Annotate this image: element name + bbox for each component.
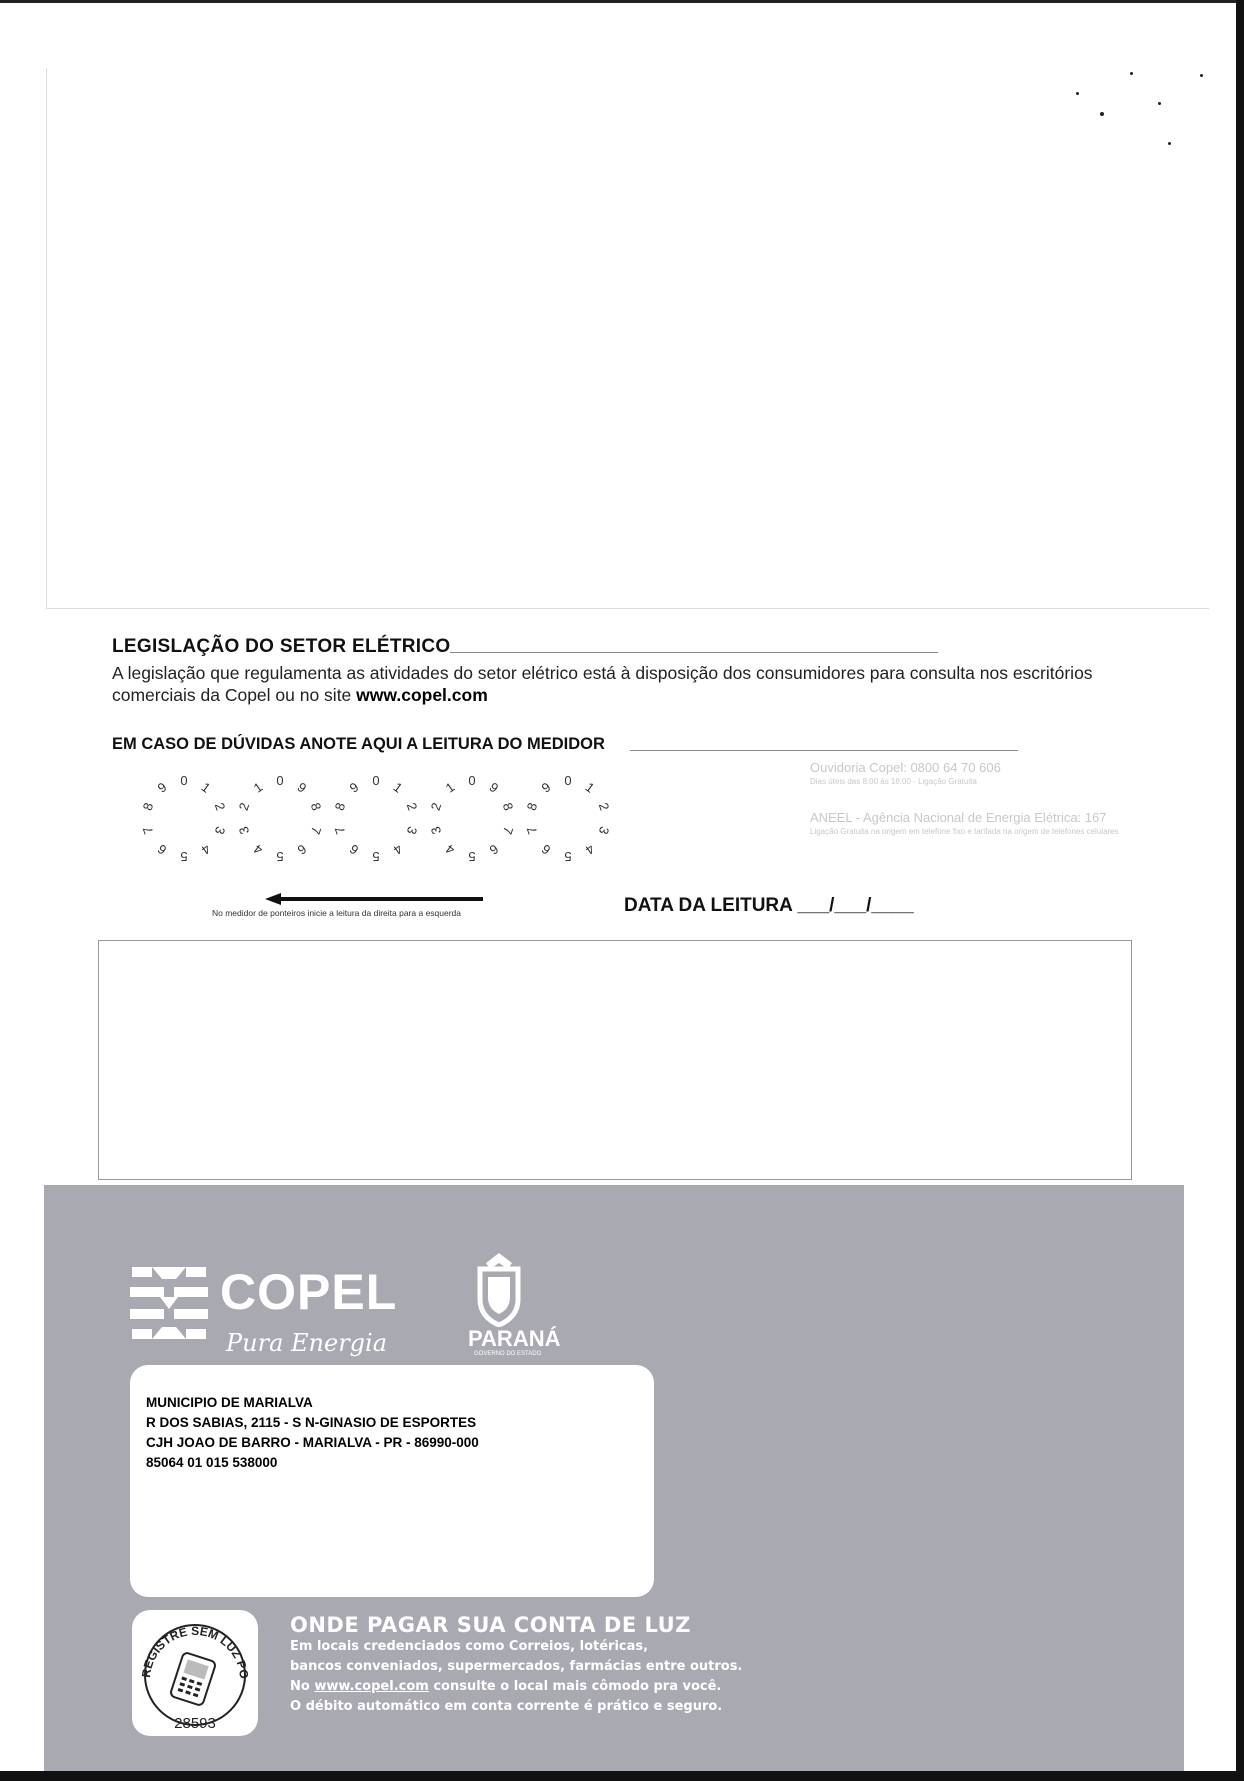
dial-digit: 1 — [390, 779, 406, 796]
dial-digit: 6 — [154, 841, 169, 858]
phone-icon — [170, 1652, 217, 1706]
payment-line: Em locais credenciados como Correios, lotéricas, — [290, 1639, 649, 1654]
meter-dial — [236, 775, 332, 871]
payment-info — [290, 1613, 742, 1717]
dial-digit: 6 — [538, 841, 553, 858]
dial-digit: 5 — [276, 849, 284, 864]
dial-digit: 0 — [564, 773, 572, 788]
dial-digit: 0 — [180, 773, 188, 788]
dial-digit: 9 — [538, 779, 553, 796]
dial-digit: 3 — [211, 824, 229, 836]
dial-digit: 1 — [250, 779, 265, 796]
dial-digit: 2 — [403, 800, 421, 813]
dial-digit: 2 — [235, 800, 253, 813]
blank-message-panel — [46, 68, 1209, 609]
dial-digit: 3 — [427, 824, 445, 836]
reading-date — [624, 895, 914, 917]
legislacao-title: LEGISLAÇÃO DO SETOR ELÉTRICO — [112, 636, 451, 657]
dial-digit: 8 — [139, 800, 157, 813]
dial-digit: 5 — [180, 849, 188, 864]
dial-digit: 0 — [276, 773, 284, 788]
sms-badge — [132, 1610, 258, 1736]
dial-digit: 8 — [523, 800, 541, 813]
meter-dial — [524, 775, 620, 871]
dial-digit: 9 — [486, 779, 502, 796]
state-coat-of-arms-icon — [464, 1251, 534, 1327]
meter-dial — [332, 775, 428, 871]
sms-badge-text: REGISTRE SEM LUZ PO — [138, 1623, 252, 1680]
dial-digit: 1 — [582, 779, 598, 796]
aneel-phone: ANEEL - Agência Nacional de Energia Elétrica: 167 — [810, 810, 1107, 825]
title-rule — [630, 750, 1018, 751]
meter-dial — [140, 775, 236, 871]
dial-digit: 9 — [346, 779, 361, 796]
dial-digit: 9 — [294, 779, 310, 796]
reading-date-label: DATA DA LEITURA — [624, 895, 793, 916]
payment-site-line — [290, 1677, 742, 1697]
dial-digit: 7 — [307, 824, 325, 836]
address-line: 85064 01 015 538000 — [146, 1455, 278, 1470]
dial-digit: 5 — [468, 849, 476, 864]
dial-digit: 8 — [331, 800, 349, 813]
parana-wordmark: PARANÁ — [468, 1326, 561, 1351]
address-window — [130, 1365, 654, 1597]
dial-digit: 2 — [211, 800, 229, 813]
dial-digit: 6 — [294, 841, 310, 858]
leitura-title: EM CASO DE DÚVIDAS ANOTE AQUI A LEITURA DO MEDIDOR — [112, 735, 605, 753]
notes-box — [98, 940, 1132, 1180]
dial-digit: 5 — [372, 849, 380, 864]
payment-line: O débito automático em conta corrente é prático e seguro. — [290, 1699, 723, 1714]
dial-digit: 1 — [442, 779, 457, 796]
top-border — [0, 0, 1244, 3]
dial-digit: 5 — [564, 849, 572, 864]
arrow-left-icon — [265, 893, 483, 905]
dial-digit: 8 — [307, 800, 325, 813]
legislacao-body: A legislação que regulamenta as atividades do setor elétrico está à disposição dos consumidores para consulta nos escritórios comerciais da Copel ou no site — [112, 663, 1093, 705]
ouvidoria-hours: Dias úteis das 8:00 às 18:00 - Ligação Gratuita — [810, 777, 977, 786]
dial-digit: 7 — [139, 824, 157, 836]
reading-date-blanks: ___/___/____ — [797, 895, 914, 916]
payment-site-link[interactable]: www.copel.com — [314, 1679, 429, 1694]
copel-wordmark: COPEL — [220, 1264, 398, 1320]
reading-instruction: No medidor de ponteiros inicie a leitura da direita para a esquerda — [212, 908, 462, 918]
logos — [130, 1253, 561, 1363]
dial-digit: 4 — [442, 841, 457, 858]
dial-digit: 6 — [346, 841, 361, 858]
ouvidoria-phone: Ouvidoria Copel: 0800 64 70 606 — [810, 760, 1001, 775]
payment-line: bancos conveniados, supermercados, farmácias entre outros. — [290, 1659, 743, 1674]
contacts-block — [810, 760, 1170, 837]
dial-digit: 0 — [468, 773, 476, 788]
payment-site-suffix: consulte o local mais cômodo pra você. — [428, 1679, 722, 1694]
dial-digit: 7 — [499, 824, 517, 836]
dial-digit: 1 — [198, 779, 214, 796]
dial-digit: 8 — [499, 800, 517, 813]
dial-digit: 4 — [198, 841, 214, 858]
recipient-address — [146, 1393, 479, 1473]
copel-site-link[interactable]: www.copel.com — [356, 685, 488, 705]
dial-digit: 0 — [372, 773, 380, 788]
scan-specks — [1080, 60, 1220, 160]
dial-digit: 4 — [390, 841, 406, 858]
dial-digit: 3 — [403, 824, 421, 836]
copel-slogan: Pura Energia — [226, 1329, 388, 1357]
dial-digit: 4 — [250, 841, 265, 858]
envelope-panel — [44, 1185, 1184, 1771]
copel-logo-icon — [130, 1267, 208, 1339]
dial-digit: 6 — [486, 841, 502, 858]
payment-site-prefix: No — [290, 1679, 315, 1694]
dial-digit: 7 — [523, 824, 541, 836]
payment-title: ONDE PAGAR SUA CONTA DE LUZ — [290, 1613, 691, 1637]
legislacao-text — [112, 662, 1112, 706]
aneel-note: Ligação Gratuita na origem em telefone fixo e tarifada na origem de telefones celulares — [810, 827, 1119, 836]
meter-dials — [140, 775, 640, 885]
dial-digit: 4 — [582, 841, 598, 858]
sms-number: 28593 — [174, 1715, 216, 1732]
dial-digit: 3 — [235, 824, 253, 836]
right-border — [1236, 0, 1244, 1781]
bottom-border — [0, 1771, 1244, 1781]
address-line: R DOS SABIAS, 2115 - S N-GINASIO DE ESPORTES — [146, 1415, 477, 1430]
dial-digit: 9 — [154, 779, 169, 796]
parana-logo — [458, 1251, 578, 1366]
address-line: MUNICIPIO DE MARIALVA — [146, 1395, 313, 1410]
dial-digit: 3 — [595, 824, 613, 836]
title-rule — [450, 652, 938, 653]
meter-dial — [428, 775, 524, 871]
parana-subtitle: GOVERNO DO ESTADO — [474, 1351, 542, 1357]
sms-badge-graphic — [132, 1610, 258, 1736]
dial-digit: 7 — [331, 824, 349, 836]
dial-digit: 2 — [427, 800, 445, 813]
address-line: CJH JOAO DE BARRO - MARIALVA - PR - 86990-000 — [146, 1435, 479, 1450]
dial-digit: 2 — [595, 800, 613, 813]
